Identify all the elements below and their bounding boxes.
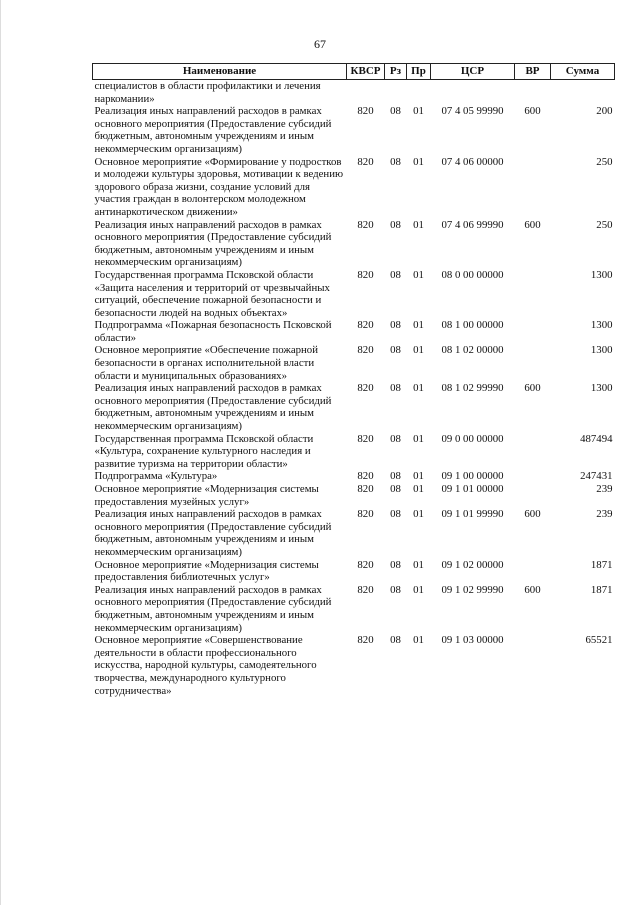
row-pr: 01 bbox=[413, 483, 424, 495]
row-pr: 01 bbox=[413, 634, 424, 647]
row-name: Основное мероприятие «Совершенствование деятельности в области профессионального искусства, народной культуры, самодеятельного творчества, международного культурного сотрудничества» bbox=[94, 634, 317, 697]
header-sum: Сумма bbox=[551, 64, 615, 80]
table-header-row bbox=[93, 64, 615, 80]
table-row bbox=[93, 559, 615, 584]
row-rz: 08 bbox=[390, 558, 401, 571]
row-kvsr: 820 bbox=[357, 432, 374, 445]
row-sum: 1300 bbox=[590, 268, 613, 281]
row-rz: 08 bbox=[390, 470, 401, 483]
row-csr: 07 4 05 99990 bbox=[441, 105, 504, 118]
row-csr: 08 1 00 00000 bbox=[441, 319, 504, 332]
row-vr bbox=[515, 433, 551, 471]
row-pr: 01 bbox=[413, 583, 424, 596]
row-csr: 08 0 00 00000 bbox=[441, 268, 504, 281]
row-csr: 09 1 01 99990 bbox=[441, 508, 504, 521]
table-row bbox=[93, 483, 615, 508]
row-csr: 08 1 02 00000 bbox=[441, 344, 504, 357]
row-name: Основное мероприятие «Формирование у подростков и молодежи культуры здоровья, мотивации к ведению здорового образа жизни, создание условий для участия граждан в волонтерском молодежном антинаркотическом движении» bbox=[94, 155, 344, 218]
row-csr: 09 0 00 00000 bbox=[441, 432, 504, 445]
row-pr: 01 bbox=[413, 382, 424, 395]
row-kvsr: 820 bbox=[357, 583, 374, 596]
row-name: Реализация иных направлений расходов в рамках основного мероприятия (Предоставление субсидий бюджетным, автономным учреждениям и иным некоммерческим организациям) bbox=[94, 218, 332, 269]
row-sum: 250 bbox=[596, 155, 613, 168]
table-row bbox=[93, 584, 615, 634]
table-row bbox=[93, 80, 615, 106]
header-csr: ЦСР bbox=[431, 64, 515, 80]
row-vr bbox=[515, 156, 551, 219]
row-vr bbox=[515, 344, 551, 382]
table-row bbox=[93, 269, 615, 319]
row-rz: 08 bbox=[390, 483, 401, 495]
row-rz bbox=[385, 80, 407, 106]
row-csr bbox=[431, 80, 515, 106]
table-row bbox=[93, 382, 615, 432]
row-rz: 08 bbox=[390, 319, 401, 332]
row-name: специалистов в области профилактики и лечения наркомании» bbox=[94, 80, 321, 105]
row-name: Государственная программа Псковской области «Культура, сохранение культурного наследия и развитие туризма на территории области» bbox=[94, 432, 314, 470]
row-csr: 09 1 01 00000 bbox=[441, 483, 504, 495]
row-rz: 08 bbox=[390, 432, 401, 445]
row-csr: 09 1 02 99990 bbox=[441, 583, 504, 596]
row-vr bbox=[515, 319, 551, 344]
row-rz: 08 bbox=[390, 508, 401, 521]
row-rz: 08 bbox=[390, 105, 401, 118]
row-kvsr: 820 bbox=[357, 344, 374, 357]
header-name: Наименование bbox=[93, 64, 347, 80]
row-kvsr: 820 bbox=[357, 382, 374, 395]
header-vr: ВР bbox=[515, 64, 551, 80]
row-name: Подпрограмма «Культура» bbox=[94, 470, 218, 483]
table-row bbox=[93, 433, 615, 471]
row-pr: 01 bbox=[413, 155, 424, 168]
row-pr: 01 bbox=[413, 508, 424, 521]
row-pr: 01 bbox=[413, 558, 424, 571]
row-kvsr: 820 bbox=[357, 483, 374, 495]
table-row bbox=[93, 508, 615, 558]
row-rz: 08 bbox=[390, 218, 401, 231]
row-csr: 08 1 02 99990 bbox=[441, 382, 504, 395]
row-rz: 08 bbox=[390, 268, 401, 281]
row-rz: 08 bbox=[390, 382, 401, 395]
row-sum: 1300 bbox=[590, 344, 613, 357]
header-rz: Рз bbox=[385, 64, 407, 80]
row-vr bbox=[515, 470, 551, 483]
row-name: Основное мероприятие «Модернизация системы предоставления музейных услуг» bbox=[94, 483, 319, 508]
row-pr: 01 bbox=[413, 218, 424, 231]
row-pr: 01 bbox=[413, 432, 424, 445]
row-name: Реализация иных направлений расходов в рамках основного мероприятия (Предоставление субсидий бюджетным, автономным учреждениям и иным некоммерческим организациям) bbox=[94, 105, 332, 155]
row-rz: 08 bbox=[390, 634, 401, 647]
row-name: Реализация иных направлений расходов в рамках основного мероприятия (Предоставление субсидий бюджетным, автономным учреждениям и иным некоммерческим организациям) bbox=[94, 508, 332, 558]
row-kvsr: 820 bbox=[357, 470, 374, 483]
row-sum: 239 bbox=[596, 508, 613, 521]
row-vr bbox=[515, 634, 551, 697]
table-row bbox=[93, 344, 615, 382]
row-rz: 08 bbox=[390, 344, 401, 357]
table-row bbox=[93, 105, 615, 155]
scan-edge bbox=[0, 0, 1, 905]
row-vr bbox=[515, 559, 551, 584]
row-csr: 09 1 03 00000 bbox=[441, 634, 504, 647]
row-kvsr bbox=[347, 80, 385, 106]
row-name: Реализация иных направлений расходов в рамках основного мероприятия (Предоставление субсидий бюджетным, автономным учреждениям и иным некоммерческим организациям) bbox=[94, 583, 332, 634]
row-rz: 08 bbox=[390, 583, 401, 596]
row-kvsr: 820 bbox=[357, 558, 374, 571]
row-name: Подпрограмма «Пожарная безопасность Псковской области» bbox=[94, 319, 332, 344]
row-vr: 600 bbox=[524, 583, 541, 596]
row-sum: 239 bbox=[596, 483, 613, 495]
row-pr bbox=[407, 80, 431, 106]
row-kvsr: 820 bbox=[357, 155, 374, 168]
row-sum: 1300 bbox=[590, 382, 613, 395]
row-pr: 01 bbox=[413, 105, 424, 118]
row-sum: 1871 bbox=[590, 583, 613, 596]
table-row bbox=[93, 156, 615, 219]
row-csr: 07 4 06 00000 bbox=[441, 155, 504, 168]
row-sum: 247431 bbox=[580, 470, 613, 483]
row-name: Основное мероприятие «Модернизация системы предоставления библиотечных услуг» bbox=[94, 558, 319, 584]
row-vr: 600 bbox=[524, 218, 541, 231]
row-pr: 01 bbox=[413, 319, 424, 332]
row-rz: 08 bbox=[390, 155, 401, 168]
row-kvsr: 820 bbox=[357, 105, 374, 118]
row-kvsr: 820 bbox=[357, 634, 374, 647]
header-pr: Пр bbox=[407, 64, 431, 80]
row-kvsr: 820 bbox=[357, 268, 374, 281]
row-kvsr: 820 bbox=[357, 508, 374, 521]
row-pr: 01 bbox=[413, 344, 424, 357]
row-vr bbox=[515, 80, 551, 106]
row-vr: 600 bbox=[524, 105, 541, 118]
row-vr bbox=[515, 483, 551, 508]
header-kvsr: КВСР bbox=[347, 64, 385, 80]
table-row bbox=[93, 319, 615, 344]
row-sum: 200 bbox=[596, 105, 613, 118]
row-kvsr: 820 bbox=[357, 218, 374, 231]
row-name: Государственная программа Псковской области «Защита населения и территорий от чрезвычайных ситуаций, обеспечение пожарной безопасности и безопасности людей на водных объектах» bbox=[94, 268, 330, 319]
row-csr: 09 1 00 00000 bbox=[441, 470, 504, 483]
row-pr: 01 bbox=[413, 268, 424, 281]
table-row bbox=[93, 634, 615, 697]
row-name: Основное мероприятие «Обеспечение пожарной безопасности в органах исполнительной власти области и муниципальных образованиях» bbox=[94, 344, 318, 382]
row-pr: 01 bbox=[413, 470, 424, 483]
page-number: 67 bbox=[314, 37, 326, 51]
row-sum: 487494 bbox=[580, 432, 613, 445]
row-vr bbox=[515, 269, 551, 319]
row-sum: 1300 bbox=[590, 319, 613, 332]
row-kvsr: 820 bbox=[357, 319, 374, 332]
row-sum: 250 bbox=[596, 218, 613, 231]
row-vr: 600 bbox=[524, 508, 541, 521]
row-sum bbox=[551, 80, 615, 106]
table-row bbox=[93, 470, 615, 483]
row-vr: 600 bbox=[524, 382, 541, 395]
row-csr: 09 1 02 00000 bbox=[441, 558, 504, 571]
row-sum: 65521 bbox=[585, 634, 613, 647]
row-csr: 07 4 06 99990 bbox=[441, 218, 504, 231]
table-row bbox=[93, 219, 615, 269]
row-sum: 1871 bbox=[590, 558, 613, 571]
budget-table bbox=[92, 63, 615, 697]
row-name: Реализация иных направлений расходов в рамках основного мероприятия (Предоставление субсидий бюджетным, автономным учреждениям и иным некоммерческим организациям) bbox=[94, 382, 332, 433]
